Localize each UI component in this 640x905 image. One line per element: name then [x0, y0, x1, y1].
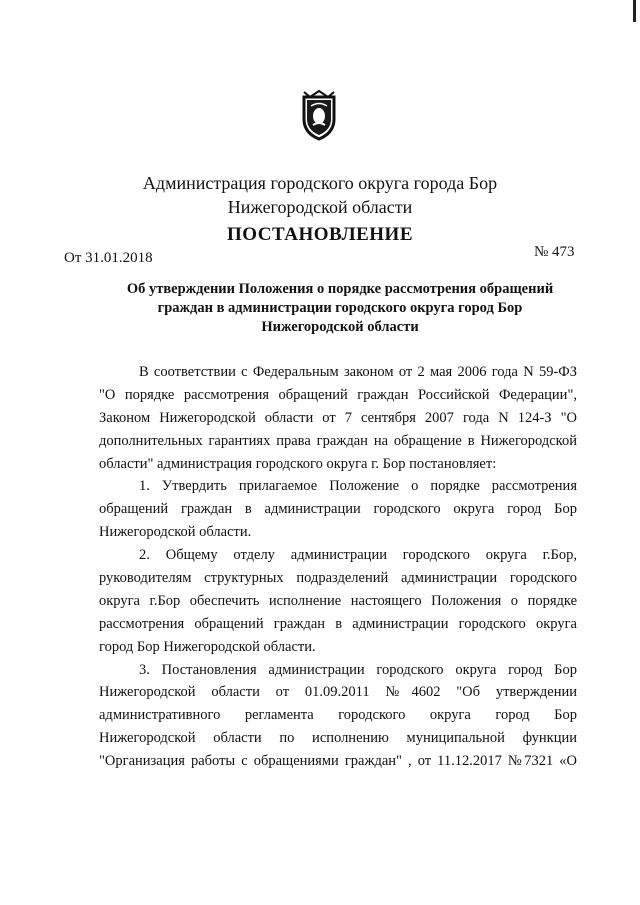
text-line: 1. Утвердить прилагаемое Положение о порядке рассмотрения [139, 478, 577, 495]
paragraph-item-2 [99, 544, 577, 658]
text-line: Нижегородской области. [99, 524, 252, 541]
paragraph-preamble [99, 361, 577, 475]
document-subject [110, 280, 570, 337]
text-line: обращений граждан в администрации городского округа город Бор [99, 501, 577, 518]
text-line: дополнительных гарантиях права граждан на обращение в Нижегородской [99, 432, 577, 449]
text-line: административного регламента городского округа город Бор [99, 707, 577, 724]
text-line: рассмотрения обращений граждан в администрации городского округа [99, 615, 577, 632]
text-line: округа г.Бор обеспечить исполнение настоящего Положения о порядке [99, 592, 577, 609]
subject-line: Об утверждении Положения о порядке рассмотрения обращений [126, 281, 554, 297]
text-line: В соответствии с Федеральным законом от 2 мая 2006 года N 59-ФЗ [139, 364, 577, 380]
scan-edge-mark [633, 0, 636, 22]
text-line: Нижегородской области по исполнению муниципальной функции [99, 730, 577, 747]
org-name-line-1: Администрация городского округа города Бор [142, 173, 498, 193]
text-line: "Организация работы с обращениями граждан" , от 11.12.2017 №7321 «О [99, 753, 577, 770]
org-name-line-2: Нижегородской области [227, 197, 413, 217]
text-line: руководителям структурных подразделений администрации городского [99, 570, 577, 587]
coat-of-arms-icon [298, 89, 340, 141]
text-line: "О порядке рассмотрения обращений граждан Российской Федерации", [99, 386, 577, 403]
subject-line: граждан в администрации городского округа город Бор [157, 300, 523, 316]
document-body [99, 361, 577, 773]
paragraph-item-1 [99, 475, 577, 544]
subject-line: Нижегородской области [261, 319, 419, 335]
document-number: № 473 [534, 244, 575, 260]
document-type-title: ПОСТАНОВЛЕНИЕ [226, 224, 414, 245]
document-date: От 31.01.2018 [64, 250, 153, 266]
text-line: Нижегородской области от 01.09.2011 №4602 "Об утверждении [99, 684, 577, 701]
text-line: город Бор Нижегородской области. [99, 638, 316, 655]
text-line: Законом Нижегородской области от 7 сентября 2007 года N 124-З "О [99, 409, 577, 426]
text-line: 2. Общему отделу администрации городского округа г.Бор, [139, 547, 577, 564]
paragraph-item-3 [99, 659, 577, 773]
text-line: 3. Постановления администрации городского округа город Бор [139, 661, 577, 678]
text-line: области" администрация городского округа г. Бор постановляет: [99, 455, 497, 472]
